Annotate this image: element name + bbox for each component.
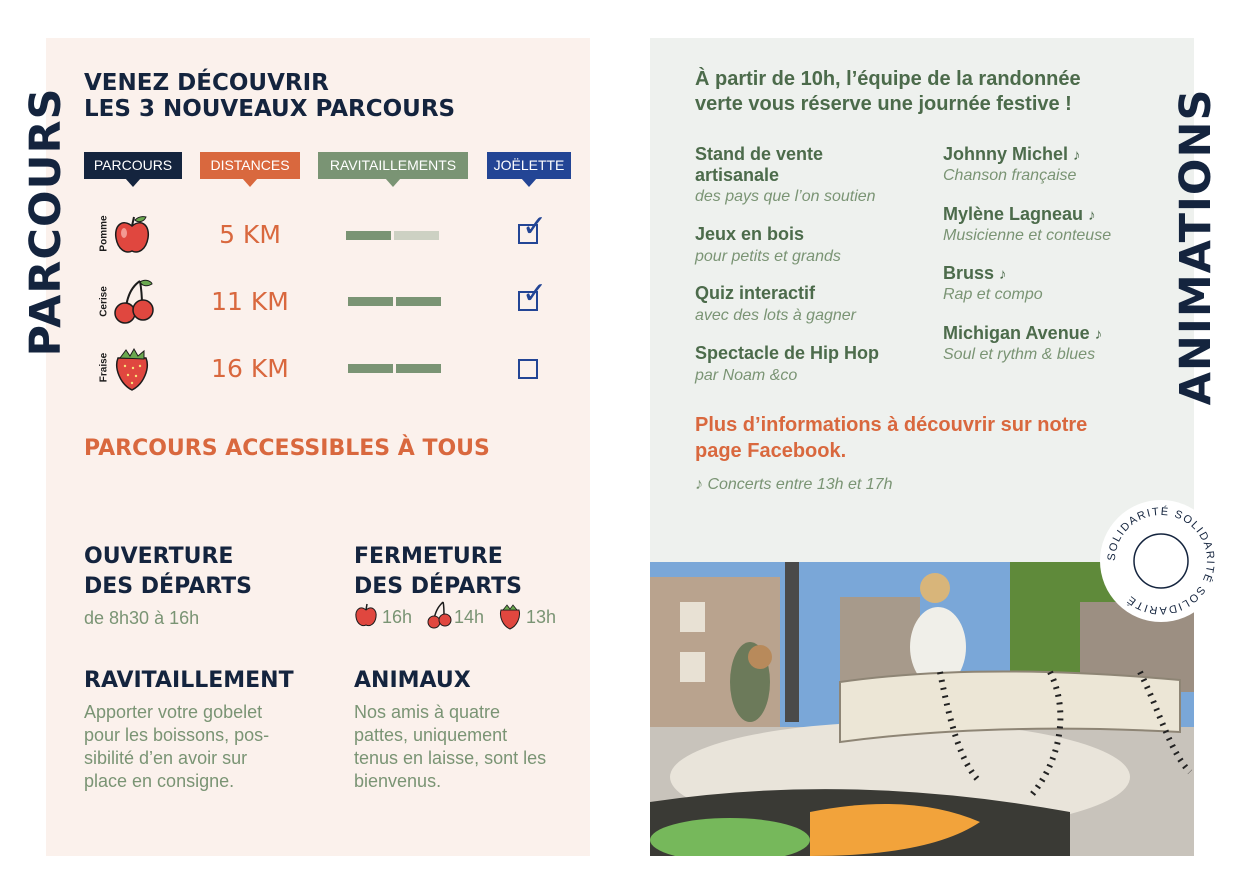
activity-subtitle: par Noam &co xyxy=(695,367,798,384)
ravitaillement-heading: RAVITAILLEMENT xyxy=(84,668,294,693)
artist-name-text: Johnny Michel xyxy=(943,144,1069,164)
seal-graphic xyxy=(1100,500,1222,622)
fermeture-time: 13h xyxy=(526,607,557,627)
svg-text:SOLIDARITÉ SOLIDARITÉ SOLIDARI xyxy=(1106,505,1216,616)
joelette-checkbox xyxy=(518,210,548,244)
strawberry-icon xyxy=(112,346,152,392)
activity-title-line: artisanale xyxy=(695,165,780,185)
fermeture-heading xyxy=(354,542,522,602)
ouverture-line-2: DES DÉPARTS xyxy=(84,574,253,599)
ravitaillement-bar-filled xyxy=(346,231,391,240)
artist-style: Chanson française xyxy=(943,167,1077,184)
tag-parcours: PARCOURS xyxy=(84,152,182,179)
checkmark-icon: ✓ xyxy=(522,277,548,310)
route-distance: 11 KM xyxy=(211,287,289,316)
music-note-icon: ♪ xyxy=(695,476,703,493)
tag-ravitaillements: RAVITAILLEMENTS xyxy=(318,152,468,179)
cherry-icon xyxy=(426,601,452,629)
text-line: bienvenus. xyxy=(354,771,442,791)
intro-line-1: À partir de 10h, l’équipe de la randonnée xyxy=(695,68,1081,90)
artist-name xyxy=(943,144,1081,166)
artist-name xyxy=(943,204,1096,226)
ravitaillement-bar-filled xyxy=(348,297,393,306)
ravitaillement-bar-empty xyxy=(394,231,439,240)
apple-icon xyxy=(354,603,378,629)
artist-name xyxy=(943,263,1007,285)
intro-line-2: verte vous réserve une journée festive ! xyxy=(695,93,1072,115)
tag-distances: DISTANCES xyxy=(200,152,300,179)
activity-title xyxy=(695,144,823,186)
more-info-line-2: page Facebook. xyxy=(695,440,847,462)
animations-vertical-title: ANIMATIONS xyxy=(1171,88,1221,406)
solidarite-seal xyxy=(1100,500,1222,622)
fermeture-time: 16h xyxy=(382,607,413,627)
artist-style: Rap et compo xyxy=(943,286,1043,303)
seal-text: SOLIDARITÉ SOLIDARITÉ SOLIDARITÉ xyxy=(1105,505,1217,617)
route-name: Pomme xyxy=(98,215,110,252)
headline-line-2: LES 3 NOUVEAUX PARCOURS xyxy=(84,96,456,122)
fermeture-times xyxy=(354,603,584,631)
parcours-vertical-title: PARCOURS xyxy=(21,87,71,357)
headline-line-1: VENEZ DÉCOUVRIR xyxy=(84,70,329,96)
route-name: Fraise xyxy=(98,352,110,383)
tag-joelette: JOËLETTE xyxy=(487,152,571,179)
artist-style: Musicienne et conteuse xyxy=(943,227,1112,244)
activity-title: Jeux en bois xyxy=(695,224,805,244)
artist-name-text: Bruss xyxy=(943,263,995,283)
strawberry-icon xyxy=(498,603,522,631)
joelette-checkbox xyxy=(518,277,548,311)
activity-title-line: Stand de vente xyxy=(695,144,824,164)
checkmark-icon: ✓ xyxy=(522,210,548,243)
ravitaillement-bar-filled xyxy=(396,297,441,306)
music-note-icon: ♪ xyxy=(1073,147,1081,164)
concerts-text: Concerts entre 13h et 17h xyxy=(707,476,893,493)
accessible-heading: PARCOURS ACCESSIBLES À TOUS xyxy=(84,436,490,461)
music-note-icon: ♪ xyxy=(1088,207,1096,224)
activity-subtitle: des pays que l’on soutien xyxy=(695,188,876,205)
ravitaillement-bar-filled xyxy=(396,364,441,373)
fermeture-line-2: DES DÉPARTS xyxy=(354,574,523,599)
concerts-info xyxy=(695,475,892,495)
music-note-icon: ♪ xyxy=(1094,326,1103,343)
fermeture-time: 14h xyxy=(454,607,485,627)
route-distance: 5 KM xyxy=(219,220,281,249)
more-info xyxy=(695,412,1087,464)
animaux-heading: ANIMAUX xyxy=(354,668,471,693)
ouverture-text: de 8h30 à 16h xyxy=(84,608,200,628)
text-line: pattes, uniquement xyxy=(354,725,508,745)
text-line: place en consigne. xyxy=(84,771,235,791)
ouverture-heading xyxy=(84,542,252,602)
artist-name-text: Mylène Lagneau xyxy=(943,204,1084,224)
activity-subtitle: avec des lots à gagner xyxy=(695,307,856,324)
animations-intro xyxy=(695,67,1081,117)
route-distance: 16 KM xyxy=(211,354,289,383)
apple-icon xyxy=(112,214,152,256)
animaux-text xyxy=(354,701,546,793)
text-line: pour les boissons, pos- xyxy=(84,725,270,745)
ravitaillement-bar-filled xyxy=(348,364,393,373)
activity-title: Spectacle de Hip Hop xyxy=(695,343,880,363)
ravitaillement-text xyxy=(84,701,269,793)
artist-name-text: Michigan Avenue xyxy=(943,323,1090,343)
text-line: Nos amis à quatre xyxy=(354,702,501,722)
music-note-icon: ♪ xyxy=(999,266,1007,283)
artist-name xyxy=(943,323,1102,345)
route-name: Cerise xyxy=(98,286,110,317)
cherry-icon xyxy=(112,279,156,325)
artist-style: Soul et rythm & blues xyxy=(943,346,1096,363)
parcours-headline xyxy=(84,70,455,122)
more-info-line-1: Plus d’informations à découvrir sur notre xyxy=(695,414,1088,436)
ouverture-line-1: OUVERTURE xyxy=(84,544,234,569)
fermeture-line-1: FERMETURE xyxy=(354,544,503,569)
activity-title: Quiz interactif xyxy=(695,283,816,303)
text-line: tenus en laisse, sont les xyxy=(354,748,547,768)
joelette-checkbox xyxy=(518,359,538,379)
text-line: sibilité d’en avoir sur xyxy=(84,748,248,768)
text-line: Apporter votre gobelet xyxy=(84,702,263,722)
activity-subtitle: pour petits et grands xyxy=(695,248,841,265)
